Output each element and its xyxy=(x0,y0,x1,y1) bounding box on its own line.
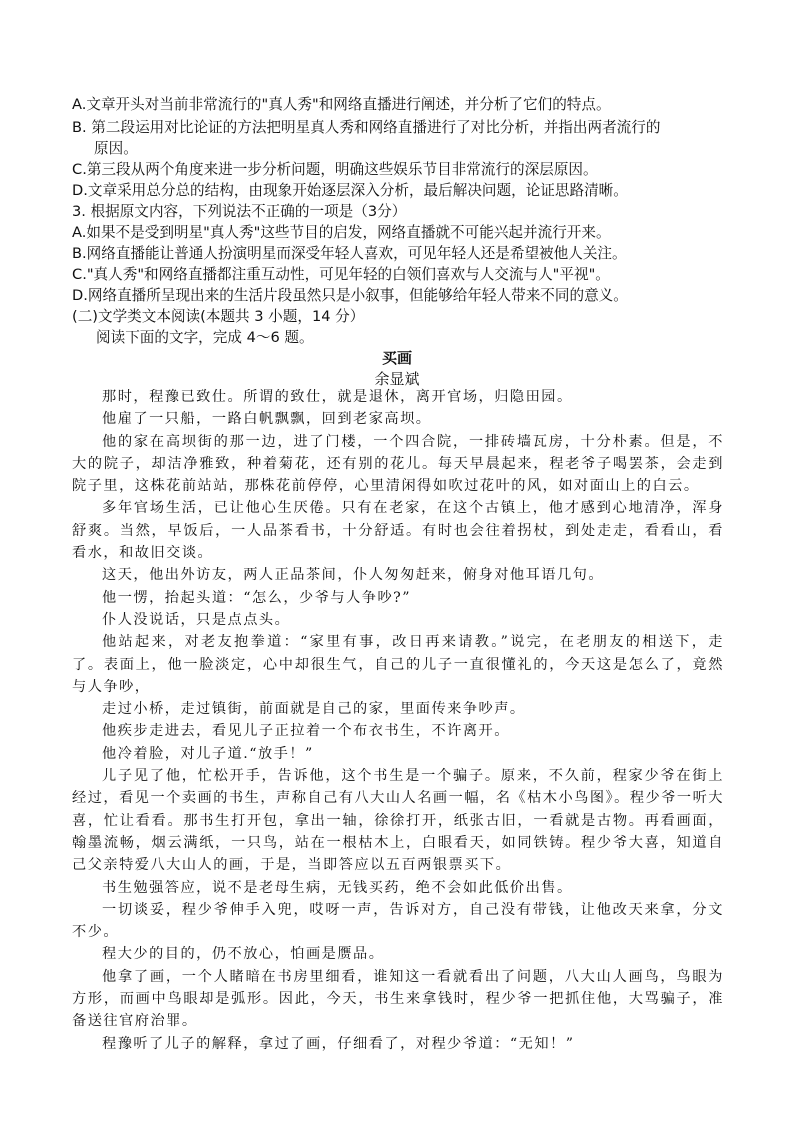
story-paragraph: 他站起来，对老友抱拳道：“家里有事，改日再来请教。”说完，在老朋友的相送下，走了。表面上，他一脸淡定，心中却很生气，自己的儿子一直很懂礼的，今天这是怎么了，竟然与人争吵， xyxy=(72,634,724,695)
story-paragraph: 一切谈妥，程少爷伸手入兜，哎呀一声，告诉对方，自己没有带钱，让他改天来拿，分文不少。 xyxy=(72,901,724,941)
story-paragraph: 儿子见了他，忙松开手，告诉他，这个书生是一个骗子。原来，不久前，程家少爷在街上经过，看见一个卖画的书生，声称自己有八大山人名画一幅，名《枯木小鸟图》。程少爷一听大喜，忙让看看。那书生打开包，拿出一轴，徐徐打开，纸张古旧，一看就是古物。再看画面，翰墨流畅，烟云满纸，一只鸟，站在一根枯木上，白眼看天，如同铁铸。程少爷大喜，知道自己父亲特爱八大山人的画，于是，当即答应以五百两银票买下。 xyxy=(72,768,724,874)
question-3-stem: 3. 根据原文内容，下列说法不正确的一项是（3分） xyxy=(72,203,407,220)
q3-option-c: C."真人秀"和网络直播都注重互动性，可见年轻的白领们喜欢与人交流与人"平视"。 xyxy=(72,266,610,283)
option-a-line: A.文章开头对当前非常流行的"真人秀"和网络直播进行阐述，并分析了它们的特点。 xyxy=(72,96,611,113)
story-paragraph: 仆人没说话，只是点点头。 xyxy=(102,611,291,628)
story-author: 余显斌 xyxy=(374,370,420,388)
option-b-continuation: 原因。 xyxy=(94,140,138,157)
story-paragraph: 他一愣，抬起头道：“怎么，少爷与人争吵?” xyxy=(102,589,411,606)
q3-option-a: A.如果不是受到明星"真人秀"这些节目的启发，网络直播就不可能兴起并流行开来。 xyxy=(72,224,611,241)
story-paragraph: 程豫听了儿子的解释，拿过了画，仔细看了，对程少爷道：“无知！” xyxy=(102,1035,575,1052)
story-paragraph: 这天，他出外访友，两人正品茶间，仆人匆匆赶来，俯身对他耳语几句。 xyxy=(102,567,605,584)
story-paragraph: 他雇了一只船，一路白帆飘飘，回到老家高坝。 xyxy=(102,411,432,428)
story-paragraph: 程大少的目的，仍不放心，怕画是赝品。 xyxy=(102,946,385,963)
story-title: 买画 xyxy=(381,349,412,367)
story-body xyxy=(72,386,724,1055)
option-b-line: B. 第二段运用对比论证的方法把明星真人秀和网络直播进行了对比分析，并指出两者流行的 xyxy=(72,119,661,136)
option-c-line: C.第三段从两个角度来进一步分析问题，明确这些娱乐节目非常流行的深层原因。 xyxy=(72,161,598,178)
story-paragraph: 他冷着脸，对儿子道.“放手！” xyxy=(102,745,314,762)
story-paragraph: 走过小桥，走过镇街，前面就是自己的家，里面传来争吵声。 xyxy=(102,701,526,718)
story-paragraph: 他疾步走进去，看见儿子正拉着一个布衣书生，不许离开。 xyxy=(102,723,510,740)
q3-option-b: B.网络直播能让普通人扮演明星而深受年轻人喜欢，可见年轻人还是希望被他人关注。 xyxy=(72,245,627,262)
section-heading: (二)文学类文本阅读(本题共 3 小题，14 分） xyxy=(72,308,365,325)
story-paragraph: 多年官场生活，已让他心生厌倦。只有在老家，在这个古镇上，他才感到心地清净，浑身舒爽。当然，早饭后，一人品茶看书，十分舒适。有时也会往着拐杖，到处走走，看看山，看看水，和故旧交谈。 xyxy=(72,500,724,562)
reading-instruction: 阅读下面的文字，完成 4～6 题。 xyxy=(96,329,314,346)
q3-option-d: D.网络直播所呈现出来的生活片段虽然只是小叙事，但能够给年轻人带来不同的意义。 xyxy=(72,287,628,304)
story-paragraph: 他拿了画，一个人睹暗在书房里细看，谁知这一看就看出了问题，八大山人画鸟，鸟眼为方形，而画中鸟眼却是弧形。因此，今天，书生来拿钱时，程少爷一把抓住他，大骂骗子，准备送往官府治罪。 xyxy=(72,968,724,1030)
option-d-line: D.文章采用总分总的结构，由现象开始逐层深入分析，最后解决问题，论证思路清晰。 xyxy=(72,182,628,199)
story-paragraph: 他的家在高坝街的那一边，进了门楼，一个四合院，一排砖墙瓦房，十分朴素。但是，不大的院子，却洁净雅致，种着菊花，还有别的花儿。每天早晨起来，程老爷子喝罢茶，会走到院子里，这株花前站站，那株花前停停，心里清闲得如吹过花叶的风，如对面山上的白云。 xyxy=(72,433,724,495)
story-paragraph: 那时，程豫已致仕。所谓的致仕，就是退休，离开官场，归隐田园。 xyxy=(102,389,573,405)
story-paragraph: 书生勉强答应，说不是老母生病，无钱买药，绝不会如此低价出售。 xyxy=(102,879,573,896)
